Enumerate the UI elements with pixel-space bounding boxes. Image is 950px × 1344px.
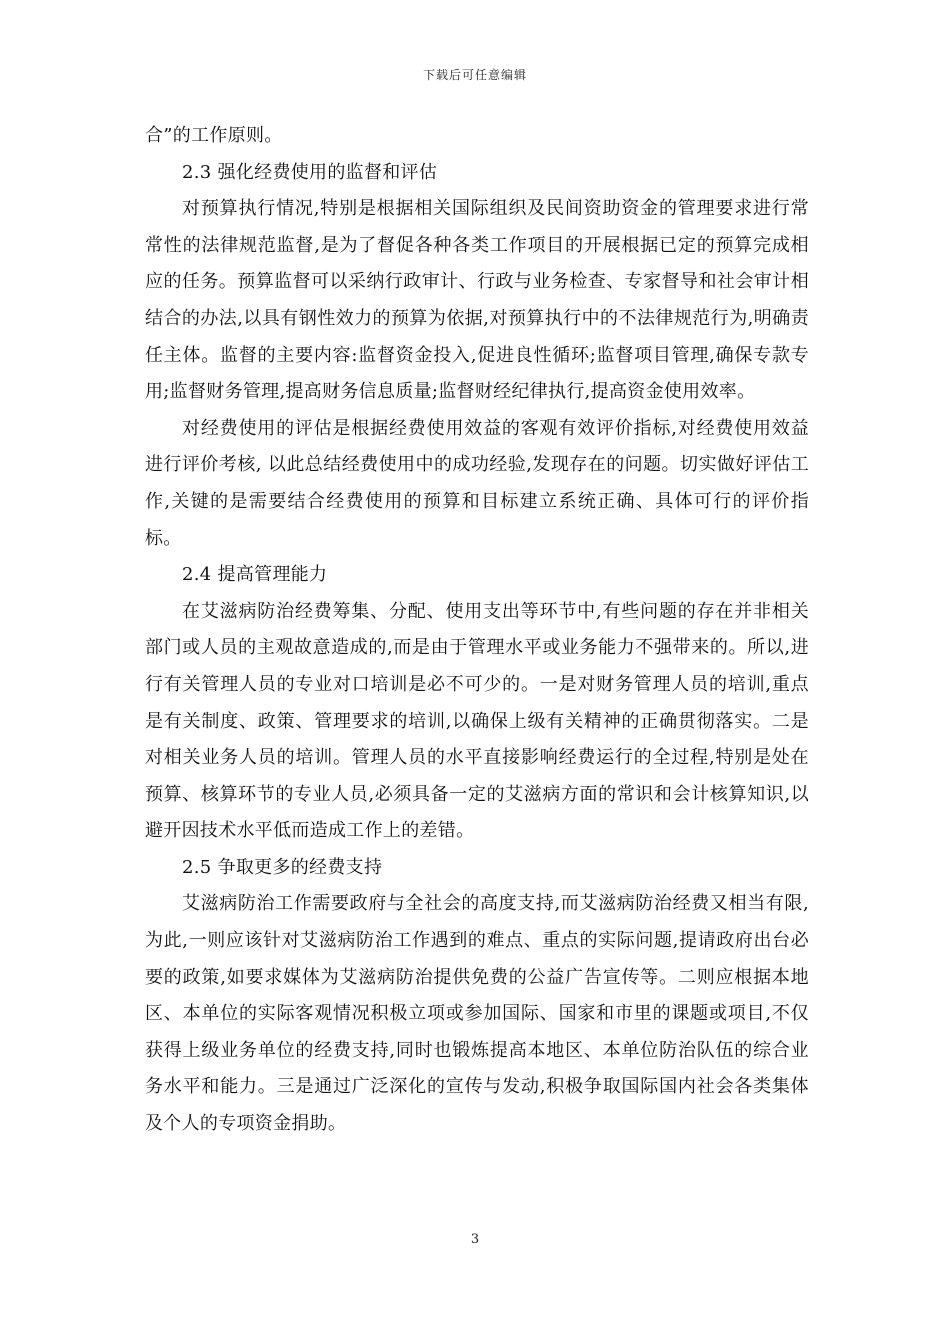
section-heading-2-3: 2.3 强化经费使用的监督和评估 (182, 161, 438, 183)
document-body (145, 118, 809, 1143)
page-number: 3 (470, 1232, 480, 1247)
page-header: 下载后可任意编辑 (422, 68, 527, 82)
paragraph-funding-support: 艾滋病防治工作需要政府与全社会的高度支持,而艾滋病防治经费又相当有限,为此,一则应该针对艾滋病防治工作遇到的难点、重点的实际问题,提请政府出台必要的政策,如要求媒体为艾滋病防治提供免费的公益广告宣传等。二则应根据本地区、本单位的实际客观情况积极立项或参加国际、国家和市里的课题或项目,不仅获得上级业务单位的经费支持,同时也锻炼提高本地区、本单位防治队伍的综合业务水平和能力。三是通过广泛深化的宣传与发动,积极争取国际国内社会各类集体及个人的专项资金捐助。 (145, 893, 809, 1135)
section-heading-2-5: 2.5 争取更多的经费支持 (182, 856, 383, 878)
paragraph-continuation: 合”的工作原则。 (145, 125, 283, 146)
paragraph-management-training: 在艾滋病防治经费筹集、分配、使用支出等环节中,有些问题的存在并非相关部门或人员的主观故意造成的,而是由于管理水平或业务能力不强带来的。所以,进行有关管理人员的专业对口培训是必不可少的。一是对财务管理人员的培训,重点是有关制度、政策、管理要求的培训,以确保上级有关精神的正确贯彻落实。二是对相关业务人员的培训。管理人员的水平直接影响经费运行的全过程,特别是处在预算、核算环节的专业人员,必须具备一定的艾滋病方面的常识和会计核算知识,以避开因技术水平低而造成工作上的差错。 (145, 600, 809, 842)
paragraph-budget-supervision: 对预算执行情况,特别是根据相关国际组织及民间资助资金的管理要求进行常常性的法律规范监督,是为了督促各种各类工作项目的开展根据已定的预算完成相应的任务。预算监督可以采纳行政审计、行政与业务检查、专家督导和社会审计相结合的办法,以具有钢性效力的预算为依据,对预算执行中的不法律规范行为,明确责任主体。监督的主要内容:监督资金投入,促进良性循环;监督项目管理,确保专款专用;监督财务管理,提高财务信息质量;监督财经纪律执行,提高资金使用效率。 (145, 198, 809, 403)
section-heading-2-4: 2.4 提高管理能力 (182, 564, 328, 586)
paragraph-evaluation: 对经费使用的评估是根据经费使用效益的客观有效评价指标,对经费使用效益进行评价考核, 以此总结经费使用中的成功经验,发现存在的问题。切实做好评估工作,关键的是需要结合经费使用的预算和目标建立系统正确、具体可行的评价指标。 (145, 417, 809, 549)
